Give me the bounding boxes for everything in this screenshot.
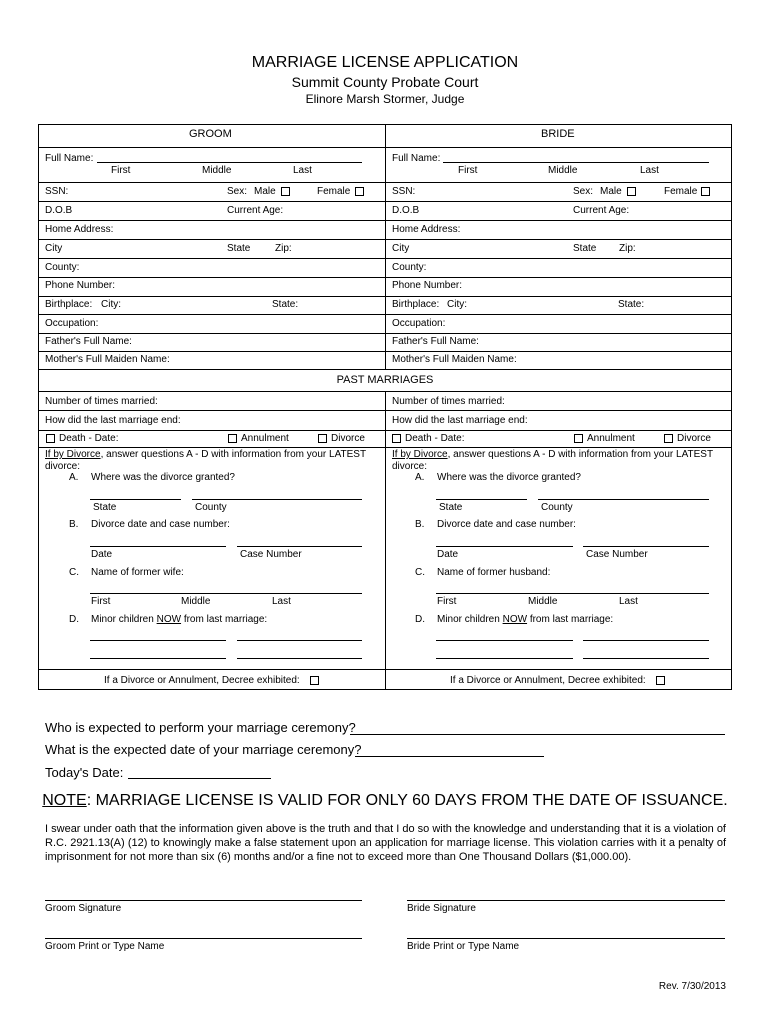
groom-b-question: Divorce date and case number:	[91, 519, 230, 530]
bride-former-husband-field[interactable]	[436, 593, 709, 594]
bride-middle-caption: Middle	[548, 165, 578, 176]
ceremony-date-question: What is the expected date of your marriage ceremony?	[45, 742, 362, 757]
bride-first-caption: First	[458, 165, 478, 176]
groom-c-middle-caption: Middle	[181, 596, 211, 607]
bride-annulment-checkbox[interactable]	[574, 434, 583, 443]
row-divider	[39, 369, 731, 370]
validity-note	[0, 792, 770, 810]
groom-mother-label: Mother's Full Maiden Name:	[45, 354, 170, 365]
groom-child-field[interactable]	[90, 658, 226, 659]
bride-father-label: Father's Full Name:	[392, 336, 479, 347]
column-divider	[385, 391, 386, 689]
bride-death-label: Death - Date:	[405, 433, 465, 444]
bride-annulment-label: Annulment	[587, 433, 635, 444]
bride-decree-label: If a Divorce or Annulment, Decree exhibited:	[450, 675, 646, 686]
d-now-text: NOW	[156, 614, 182, 625]
bride-divorce-label: Divorce	[677, 433, 711, 444]
bride-state-label: State	[573, 243, 597, 254]
groom-death-label: Death - Date:	[59, 433, 119, 444]
groom-c-question: Name of former wife:	[91, 567, 184, 578]
groom-male-label: Male	[254, 186, 276, 197]
groom-c-first-caption: First	[91, 596, 111, 607]
bride-instructions-line2: divorce:	[392, 461, 428, 472]
bride-signature-label: Bride Signature	[407, 903, 476, 914]
groom-how-end-label: How did the last marriage end:	[45, 415, 181, 426]
groom-county-label: County:	[45, 262, 80, 273]
bride-c-first-caption: First	[437, 596, 457, 607]
bride-birthplace-label: Birthplace:	[392, 299, 440, 310]
groom-ssn-label: SSN:	[45, 186, 69, 197]
bride-c-letter: C.	[415, 567, 425, 578]
ceremony-date-field[interactable]	[355, 756, 544, 757]
bride-occupation-label: Occupation:	[392, 318, 446, 329]
bride-male-label: Male	[600, 186, 622, 197]
bride-death-checkbox[interactable]	[392, 434, 401, 443]
groom-instructions-line2: divorce:	[45, 461, 81, 472]
d-now-text: NOW	[502, 614, 528, 625]
groom-father-label: Father's Full Name:	[45, 336, 132, 347]
bride-child-field[interactable]	[583, 658, 709, 659]
todays-date-label: Today's Date:	[45, 765, 124, 780]
groom-male-checkbox[interactable]	[281, 187, 290, 196]
groom-female-checkbox[interactable]	[355, 187, 364, 196]
bride-print-name-field[interactable]	[407, 938, 725, 939]
bride-a-state-caption: State	[439, 502, 463, 513]
bride-age-label: Current Age:	[573, 205, 630, 216]
groom-former-wife-field[interactable]	[90, 593, 362, 594]
bride-full-name-field[interactable]	[443, 162, 709, 163]
bride-divorce-county-field[interactable]	[538, 499, 709, 500]
bride-b-date-caption: Date	[437, 549, 459, 560]
bride-child-field[interactable]	[436, 640, 573, 641]
bride-a-question: Where was the divorce granted?	[437, 472, 581, 483]
oath-statement: I swear under oath that the information given above is the truth and that I do so with the knowledge and understanding that it is a violation of R.C. 2921.13(A) (12) to knowingly make a false statement upon an application for marriage license. This violation carries with it a penalty of imprisonment for not more than six (6) months and/or a fine not to exceed more than One Thousand Dollars ($1,000.00).	[45, 823, 726, 863]
groom-occupation-label: Occupation:	[45, 318, 99, 329]
groom-annulment-label: Annulment	[241, 433, 289, 444]
groom-birthplace-label: Birthplace:	[45, 299, 93, 310]
groom-signature-field[interactable]	[45, 900, 362, 901]
d-post-text: from last marriage:	[527, 614, 614, 625]
groom-a-question: Where was the divorce granted?	[91, 472, 235, 483]
bride-address-label: Home Address:	[392, 224, 461, 235]
bride-sex-label: Sex:	[573, 186, 594, 197]
court-name: Summit County Probate Court	[291, 74, 479, 90]
groom-child-field[interactable]	[237, 658, 362, 659]
bride-birth-city-label: City:	[447, 299, 467, 310]
d-pre-text: Minor children	[91, 614, 157, 625]
groom-decree-label: If a Divorce or Annulment, Decree exhibited:	[104, 675, 300, 686]
d-post-text: from last marriage:	[181, 614, 268, 625]
groom-times-married-label: Number of times married:	[45, 396, 158, 407]
instructions-text: , answer questions A - D with information from your LATEST	[447, 449, 714, 460]
groom-a-county-caption: County	[195, 502, 227, 513]
groom-print-name-label: Groom Print or Type Name	[45, 941, 165, 952]
groom-d-question	[91, 614, 267, 625]
bride-zip-label: Zip:	[619, 243, 636, 254]
bride-print-name-label: Bride Print or Type Name	[407, 941, 520, 952]
bride-birth-state-label: State:	[618, 299, 645, 310]
bride-ssn-label: SSN:	[392, 186, 416, 197]
bride-county-label: County:	[392, 262, 427, 273]
groom-decree-checkbox[interactable]	[310, 676, 319, 685]
groom-zip-label: Zip:	[275, 243, 292, 254]
groom-signature-label: Groom Signature	[45, 903, 122, 914]
todays-date-field[interactable]	[128, 778, 271, 779]
groom-city-label: City	[45, 243, 63, 254]
bride-d-question	[437, 614, 613, 625]
groom-birth-city-label: City:	[101, 299, 121, 310]
note-text: : MARRIAGE LICENSE IS VALID FOR ONLY 60 DAYS FROM THE DATE OF ISSUANCE.	[86, 792, 728, 809]
bride-dob-label: D.O.B	[392, 205, 420, 216]
groom-divorce-date-field[interactable]	[90, 546, 226, 547]
bride-decree-checkbox[interactable]	[656, 676, 665, 685]
groom-dob-label: D.O.B	[45, 205, 73, 216]
bride-divorce-state-field[interactable]	[436, 499, 527, 500]
groom-a-state-caption: State	[93, 502, 117, 513]
groom-child-field[interactable]	[237, 640, 362, 641]
bride-how-end-label: How did the last marriage end:	[392, 415, 528, 426]
bride-child-field[interactable]	[436, 658, 573, 659]
officiant-field[interactable]	[350, 734, 725, 735]
groom-divorce-county-field[interactable]	[192, 499, 362, 500]
bride-b-letter: B.	[415, 519, 425, 530]
bride-c-question: Name of former husband:	[437, 567, 551, 578]
groom-b-letter: B.	[69, 519, 79, 530]
bride-divorce-checkbox[interactable]	[664, 434, 673, 443]
bride-c-last-caption: Last	[619, 596, 638, 607]
d-pre-text: Minor children	[437, 614, 503, 625]
groom-annulment-checkbox[interactable]	[228, 434, 237, 443]
bride-heading: BRIDE	[541, 128, 575, 140]
if-divorce-text: If by Divorce	[45, 449, 101, 460]
bride-b-case-caption: Case Number	[586, 549, 648, 560]
judge-name: Elinore Marsh Stormer, Judge	[305, 92, 465, 106]
bride-case-number-field[interactable]	[583, 546, 709, 547]
past-marriages-heading: PAST MARRIAGES	[336, 374, 434, 386]
groom-divorce-label: Divorce	[331, 433, 365, 444]
groom-b-case-caption: Case Number	[240, 549, 302, 560]
column-divider	[385, 125, 386, 369]
groom-birth-state-label: State:	[272, 299, 299, 310]
bride-b-question: Divorce date and case number:	[437, 519, 576, 530]
if-divorce-text: If by Divorce	[392, 449, 448, 460]
form-title: MARRIAGE LICENSE APPLICATION	[251, 54, 519, 71]
groom-divorce-state-field[interactable]	[90, 499, 181, 500]
groom-case-number-field[interactable]	[237, 546, 362, 547]
bride-last-caption: Last	[640, 165, 659, 176]
bride-city-label: City	[392, 243, 410, 254]
bride-full-name-label: Full Name:	[392, 153, 441, 164]
groom-sex-label: Sex:	[227, 186, 248, 197]
groom-full-name-label: Full Name:	[45, 153, 94, 164]
officiant-question: Who is expected to perform your marriage ceremony?	[45, 720, 356, 735]
bride-male-checkbox[interactable]	[627, 187, 636, 196]
bride-mother-label: Mother's Full Maiden Name:	[392, 354, 517, 365]
groom-b-date-caption: Date	[91, 549, 113, 560]
bride-c-middle-caption: Middle	[528, 596, 558, 607]
bride-a-letter: A.	[415, 472, 425, 483]
bride-female-checkbox[interactable]	[701, 187, 710, 196]
groom-a-letter: A.	[69, 472, 79, 483]
bride-child-field[interactable]	[583, 640, 709, 641]
groom-c-letter: C.	[69, 567, 79, 578]
groom-divorce-instructions	[45, 449, 366, 460]
groom-child-field[interactable]	[90, 640, 226, 641]
bride-d-letter: D.	[415, 614, 425, 625]
revision-date: Rev. 7/30/2013	[658, 981, 726, 992]
groom-phone-label: Phone Number:	[45, 280, 116, 291]
groom-heading: GROOM	[189, 128, 232, 140]
bride-signature-field[interactable]	[407, 900, 725, 901]
groom-c-last-caption: Last	[272, 596, 291, 607]
note-label: NOTE	[42, 792, 87, 809]
bride-times-married-label: Number of times married:	[392, 396, 505, 407]
groom-last-caption: Last	[293, 165, 312, 176]
instructions-text: , answer questions A - D with information from your LATEST	[100, 449, 367, 460]
groom-full-name-field[interactable]	[97, 162, 362, 163]
groom-middle-caption: Middle	[202, 165, 232, 176]
groom-d-letter: D.	[69, 614, 79, 625]
groom-print-name-field[interactable]	[45, 938, 362, 939]
bride-a-county-caption: County	[541, 502, 573, 513]
bride-divorce-date-field[interactable]	[436, 546, 573, 547]
bride-divorce-instructions	[392, 449, 713, 460]
groom-death-checkbox[interactable]	[46, 434, 55, 443]
groom-first-caption: First	[111, 165, 131, 176]
groom-female-label: Female	[317, 186, 351, 197]
groom-divorce-checkbox[interactable]	[318, 434, 327, 443]
groom-age-label: Current Age:	[227, 205, 284, 216]
bride-female-label: Female	[664, 186, 698, 197]
groom-address-label: Home Address:	[45, 224, 114, 235]
groom-state-label: State	[227, 243, 251, 254]
bride-phone-label: Phone Number:	[392, 280, 463, 291]
